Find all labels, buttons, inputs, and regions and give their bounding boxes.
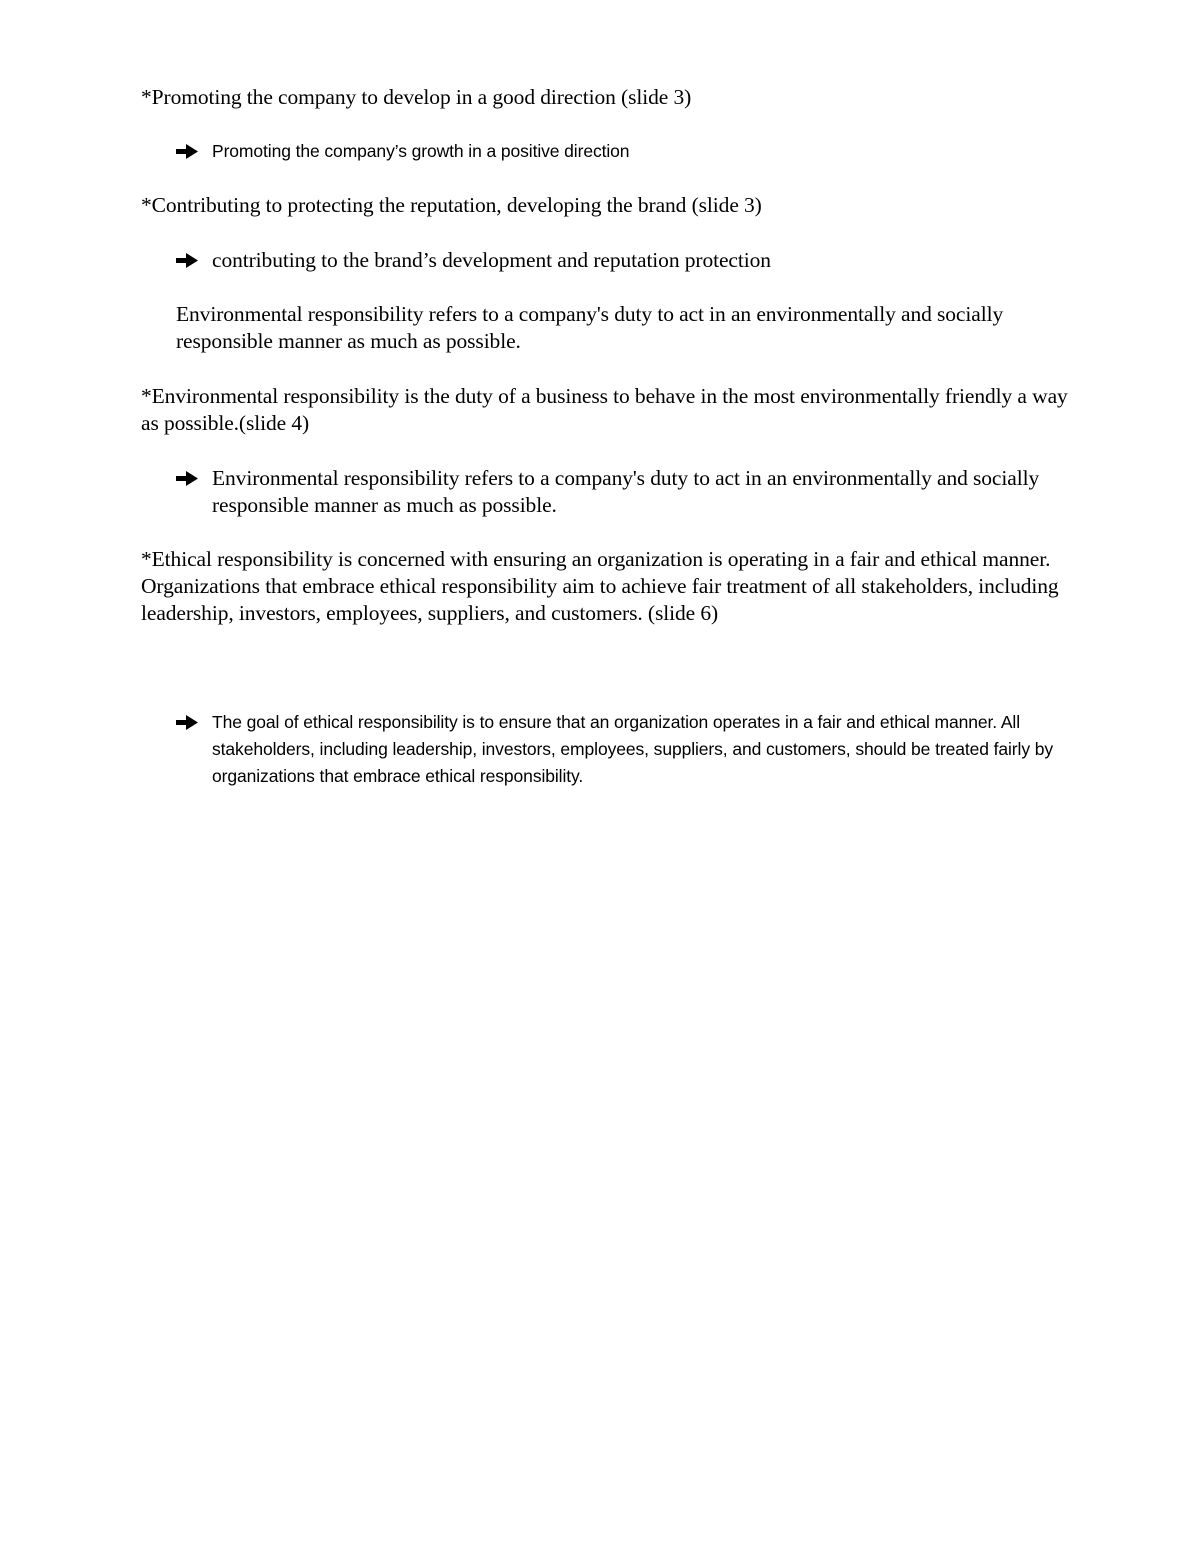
bullet-text-environmental-definition: Environmental responsibility refers to a company's duty to act in an environmentally and socially responsible manner as much as possible. bbox=[212, 466, 1040, 517]
paragraph-environmental-duty: *Environmental responsibility is the duty of a business to behave in the most environmentally friendly a way as possible.(slide 4) bbox=[141, 384, 1068, 435]
paragraph-contributing-reputation: *Contributing to protecting the reputation, developing the brand (slide 3) bbox=[141, 193, 762, 217]
bullet-text-brand-development: contributing to the brand’s development and reputation protection bbox=[212, 248, 771, 272]
bullet-text-company-growth: Promoting the company’s growth in a positive direction bbox=[212, 141, 630, 161]
right-arrow-icon bbox=[176, 709, 200, 736]
paragraph-ethical-responsibility: *Ethical responsibility is concerned with ensuring an organization is operating in a fair and ethical manner. Organizations that embrace ethical responsibility aim to achieve fair treatment of all stakeholders, including leadership, investors, employees, suppliers, and customers. (slide 6) bbox=[141, 547, 1059, 625]
right-arrow-icon bbox=[176, 138, 200, 165]
bullet-text-ethical-goal: The goal of ethical responsibility is to ensure that an organization operates in a fair and ethical manner. All stakeholders, including leadership, investors, employees, suppliers, and customers, should be treated fairly by organizations that embrace ethical responsibility. bbox=[212, 712, 1054, 786]
right-arrow-icon bbox=[176, 247, 200, 274]
paragraph-promoting-company: *Promoting the company to develop in a good direction (slide 3) bbox=[141, 85, 692, 109]
right-arrow-icon bbox=[176, 465, 200, 492]
paragraph-environmental-definition: Environmental responsibility refers to a company's duty to act in an environmentally and socially responsible manner as much as possible. bbox=[176, 302, 1004, 353]
